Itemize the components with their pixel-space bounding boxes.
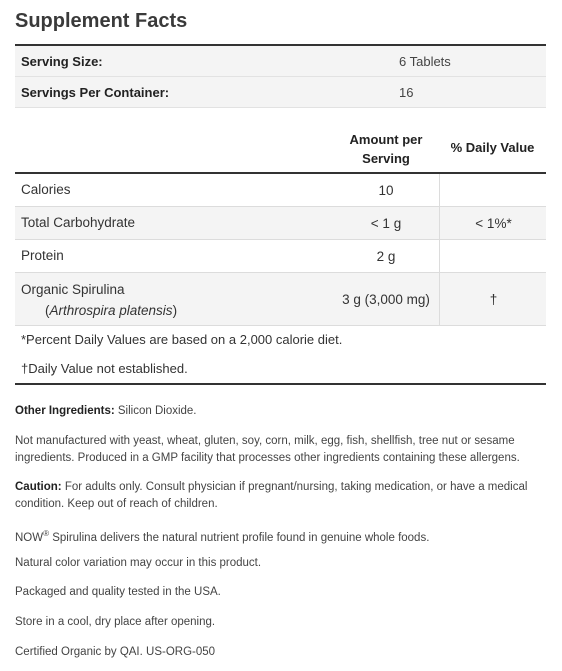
nutrient-amount: 3 g (3,000 mg) xyxy=(342,291,430,307)
amount-header-line2: Serving xyxy=(362,151,410,166)
nutrient-table xyxy=(15,174,546,326)
serving-size-label: Serving Size: xyxy=(21,53,103,69)
nutrient-name: Total Carbohydrate xyxy=(21,215,136,230)
servings-per-container-row xyxy=(15,77,546,108)
nutrient-name xyxy=(21,279,177,321)
color-variation-note: Natural color variation may occur in this product. xyxy=(15,557,262,569)
nutrient-daily-value: < 1%* xyxy=(439,207,547,239)
nutrient-latin-name xyxy=(21,300,177,321)
allergen-statement: Not manufactured with yeast, wheat, gluten, soy, corn, milk, egg, fish, shellfish, tree nut or sesame ingredients. Produced in a GMP facility that processes other ingredients containing these allergens. xyxy=(15,435,520,464)
amount-per-serving-header xyxy=(335,130,437,168)
nutrient-amount: 10 xyxy=(378,182,394,198)
brand-name: NOW xyxy=(15,531,44,544)
divider xyxy=(15,383,546,385)
table-row xyxy=(15,174,546,207)
caution-label: Caution: xyxy=(15,481,62,493)
other-ingredients-label: Other Ingredients: xyxy=(15,405,115,417)
table-row xyxy=(15,240,546,273)
table-row xyxy=(15,207,546,240)
servings-per-container-value: 16 xyxy=(399,84,414,100)
serving-size-value: 6 Tablets xyxy=(399,53,451,69)
other-ingredients-value: Silicon Dioxide. xyxy=(114,405,197,417)
storage-note: Store in a cool, dry place after opening. xyxy=(15,616,216,628)
nutrient-daily-value xyxy=(439,174,547,206)
table-row xyxy=(15,273,546,326)
now-statement-text: Spirulina delivers the natural nutrient profile found in genuine whole foods. xyxy=(49,531,430,544)
servings-per-container-label: Servings Per Container: xyxy=(21,84,170,100)
nutrient-name: Calories xyxy=(21,182,71,197)
paren-open: ( xyxy=(45,303,50,318)
serving-size-row xyxy=(15,46,546,77)
footnote-dagger: †Daily Value not established. xyxy=(21,361,188,376)
daily-value-header: % Daily Value xyxy=(450,140,535,155)
packaged-note: Packaged and quality tested in the USA. xyxy=(15,586,221,598)
page-title: Supplement Facts xyxy=(15,10,188,32)
nutrient-table-header xyxy=(15,128,546,174)
nutrient-name: Protein xyxy=(21,248,64,263)
nutrient-name-main: Organic Spirulina xyxy=(21,282,125,297)
nutrient-amount: < 1 g xyxy=(370,215,402,231)
nutrient-daily-value: † xyxy=(439,273,547,325)
paren-close: ) xyxy=(172,303,178,318)
latin-name-italic: Arthrospira platensis xyxy=(49,303,173,318)
registered-mark: ® xyxy=(43,529,50,538)
now-statement xyxy=(15,525,546,547)
serving-table xyxy=(15,44,546,108)
amount-header-line1: Amount per xyxy=(349,132,423,147)
caution-statement xyxy=(15,479,546,513)
footnote-percent-dv: *Percent Daily Values are based on a 2,000 calorie diet. xyxy=(21,332,343,347)
other-ingredients xyxy=(15,403,546,420)
nutrient-daily-value xyxy=(439,240,547,272)
nutrient-amount: 2 g xyxy=(376,248,396,264)
certified-organic-note: Certified Organic by QAI. US-ORG-050 xyxy=(15,646,216,658)
caution-value: For adults only. Consult physician if pregnant/nursing, taking medication, or have a medical condition. Keep out of reach of children. xyxy=(15,481,528,510)
